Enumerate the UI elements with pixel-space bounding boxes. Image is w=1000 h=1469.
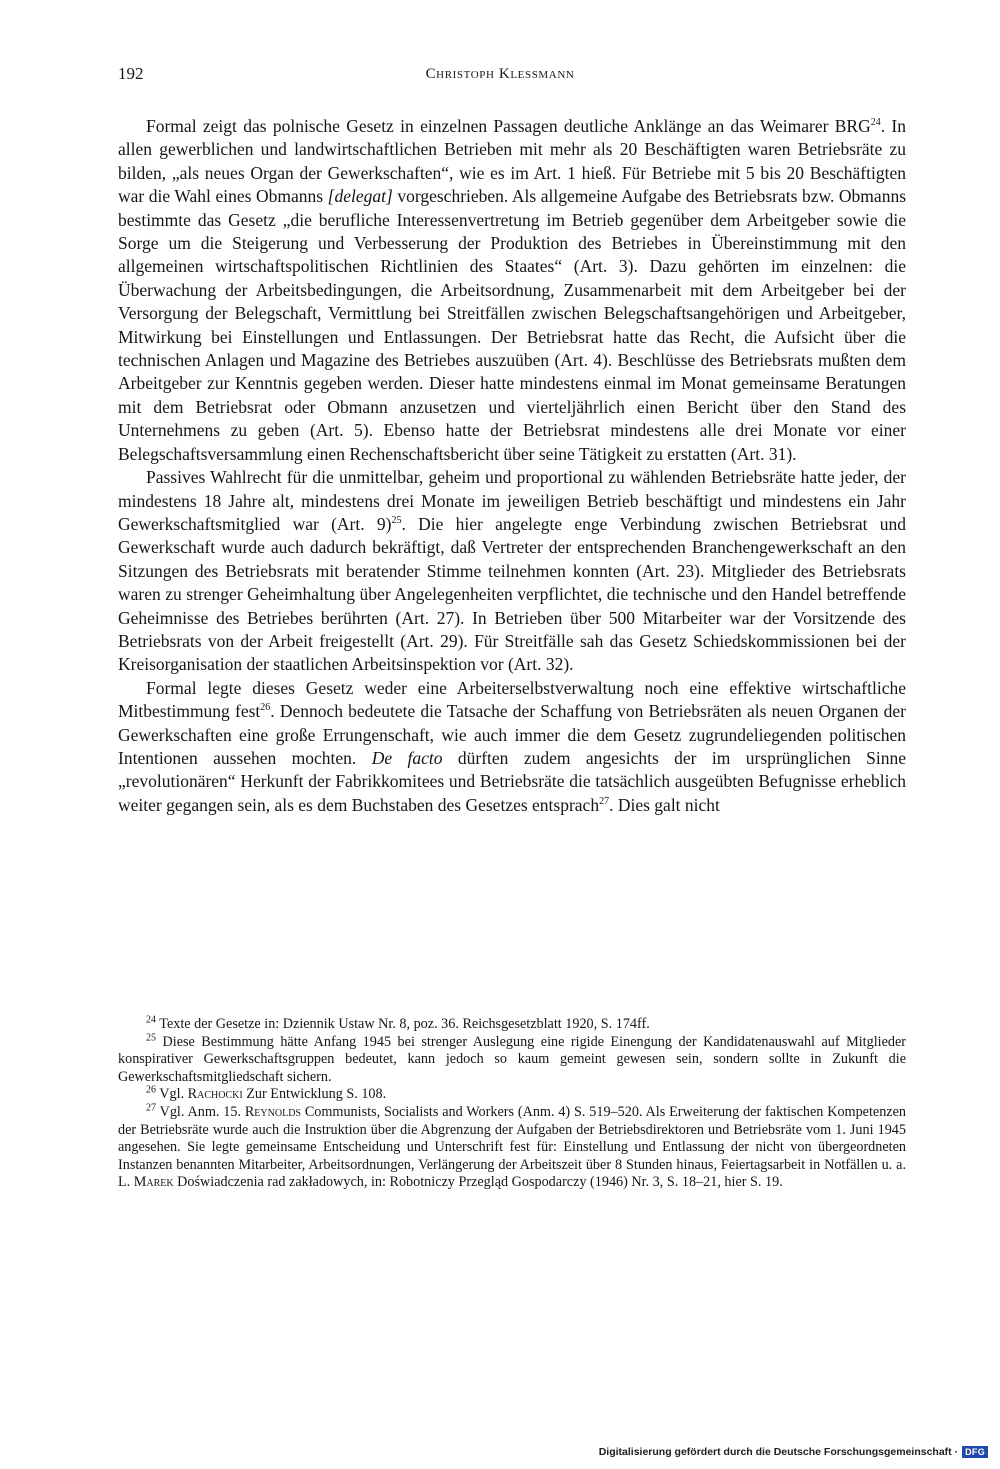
paragraph: Formal zeigt das polnische Gesetz in einzelnen Passagen deutliche Anklänge an das Weimarer BRG$^{24}$. In allen gewerblichen und landwirtschaftlichen Betrieben mit mehr als 20 Beschäftigten waren Betriebsräte zu bilden, „als neues Organ der Gewerkschaften“, wie es im Art. 1 hieß. Für Betriebe mit 5 bis 20 Beschäftigten war die Wahl eines Obmanns [delegat] vorgeschrieben. Als allgemeine Aufgabe des Betriebsrats bzw. Obmanns bestimmte das Gesetz „die berufliche Interessenvertretung im Betrieb gegenüber dem Arbeitgeber sowie die Sorge um die Steigerung und Verbesserung der Produktion des Betriebes in Übereinstimmung mit den allgemeinen wirtschaftspolitischen Richtlinien des Staates“ (Art. 3). Dazu gehörten im einzelnen: die Überwachung der Arbeitsbedingungen, die Arbeitsordnung, Zusammenarbeit mit dem Arbeitgeber bei der Versorgung der Belegschaft, Vermittlung bei Streitfällen zwischen Belegschaftsangehörigen und Arbeitgeber, Mitwirkung bei Einstellungen und Entlassungen. Der Betriebsrat hatte das Recht, die Aufsicht über die technischen Anlagen und Magazine des Betriebes auszuüben (Art. 4). Beschlüsse des Betriebsrats mußten dem Arbeitgeber zur Kenntnis gegeben werden. Dieser hatte mindestens einmal im Monat gemeinsame Beratungen mit dem Betriebsrat oder Obmann anzusetzen und vierteljährlich einen Bericht über den Stand des Unternehmens zu geben (Art. 5). Ebenso hatte der Betriebsrat mindestens alle drei Monate vor einer Belegschaftsversammlung einen Rechenschaftsbericht über seine Tätigkeit zu erstatten (Art. 31). xyxy=(118,116,907,464)
term-de-facto: De facto xyxy=(371,747,443,768)
paragraph: Formal legte dieses Gesetz weder eine Arbeiterselbstverwaltung noch eine effektive wirtschaftliche Mitbestimmung fest$^{26}$. Dennoch bedeutete die Tatsache der Schaffung von Betriebsräten als neuen Organen der Gewerkschaften eine große Errungenschaft, wie auch immer die dem Gesetz zugrundeliegenden politischen Intentionen aussehen mochten. De facto dürften zudem angesichts der im ursprünglichen Sinne „revolutionären“ Herkunft der Fabrikkomitees und Betriebsräte die tatsächlich ausgeübten Befugnisse erheblich weiter gegangen sein, als es dem Buchstaben des Gesetzes entsprach$^{27}$. Dies galt nicht xyxy=(118,677,906,815)
footnote: $^{25}$ Diese Bestimmung hätte Anfang 1945 bei strenger Auslegung eine rigide Einengung der Kandidatenauswahl auf Mitglieder konspirativer Gewerkschaftsgruppen bedeutet, kann jedoch so kaum gemeint gewesen sein, sondern sollte in Zukunft die Gewerkschaftsmitgliedschaft sichern. xyxy=(118,1031,906,1085)
footnote: $^{24}$ Texte der Gesetze in: Dziennik Ustaw Nr. 8, poz. 36. Reichsgesetzblatt 1920, S. 174ff. xyxy=(146,1014,650,1032)
paragraph: Passives Wahlrecht für die unmittelbar, geheim und proportional zu wählenden Betriebsräte hatte jeder, der mindestens 18 Jahre alt, mindestens drei Monate im jeweiligen Betrieb beschäftigt und mindestens ein Jahr Gewerkschaftsmitglied war (Art. 9)$^{25}$. Die hier angelegte enge Verbindung zwischen Betriebsrat und Gewerkschaft wurde auch dadurch bekräftigt, daß Vertreter der entsprechenden Branchengewerkschaft an den Sitzungen des Betriebsrats mit beratender Stimme teilnehmen konnten (Art. 23). Mitglieder des Betriebsrats waren zu strenger Geheimhaltung über Angelegenheiten verpflichtet, die technische und den Handel betreffende Geheimnisse des Betriebes berührten (Art. 27). In Betrieben über 500 Mitarbeiter war der Vorsitzende des Betriebsrats von der Arbeit freigestellt (Art. 29). Für Streitfälle sah das Gesetz Schiedskommissionen bei der Kreisorganisation der staatlichen Arbeitsinspektion vor (Art. 32). xyxy=(118,467,906,675)
footnote-ref: 26 xyxy=(260,702,271,714)
footnotes xyxy=(118,1016,906,1192)
footnote-ref: 27 xyxy=(599,795,610,807)
term-delegat: [delegat] xyxy=(327,186,393,207)
footnote: $^{26}$ Vgl. Rachocki Zur Entwicklung S. 108. xyxy=(146,1084,387,1103)
digitization-credit xyxy=(599,1446,988,1458)
dfg-logo: DFG xyxy=(962,1446,988,1458)
credit-text: Digitalisierung gefördert durch die Deutsche Forschungsgemeinschaft · xyxy=(598,1446,959,1458)
page-number: 192 xyxy=(118,64,144,83)
footnote-ref: 24 xyxy=(870,117,881,129)
running-head: Christoph Klessmann xyxy=(425,66,575,82)
footnote-ref: 25 xyxy=(391,515,402,527)
body-text xyxy=(118,115,906,817)
footnote: $^{27}$ Vgl. Anm. 15. Reynolds Communists, Socialists and Workers (Anm. 4) S. 519–520. Als Erweiterung der faktischen Kompetenzen der Betriebsräte wurde auch die Instruktion über die Abgrenzung der Aufgaben der Betriebsdirektoren und Betriebsräte vom 1. Juni 1945 angesehen. Sie legte gemeinsame Entscheidung und Unterschrift fest für: Einstellung und Entlassung der nicht von übergeordneten Instanzen benannten Mitarbeiter, Arbeitsordnungen, Verlängerung der Arbeitszeit über 8 Stunden hinaus, Feiertagsarbeit in Notfällen u. a. L. Marek Doświadczenia rad zakładowych, in: Robotniczy Przegląd Gospodarczy (1946) Nr. 3, S. 18–21, hier S. 19. xyxy=(118,1102,906,1191)
